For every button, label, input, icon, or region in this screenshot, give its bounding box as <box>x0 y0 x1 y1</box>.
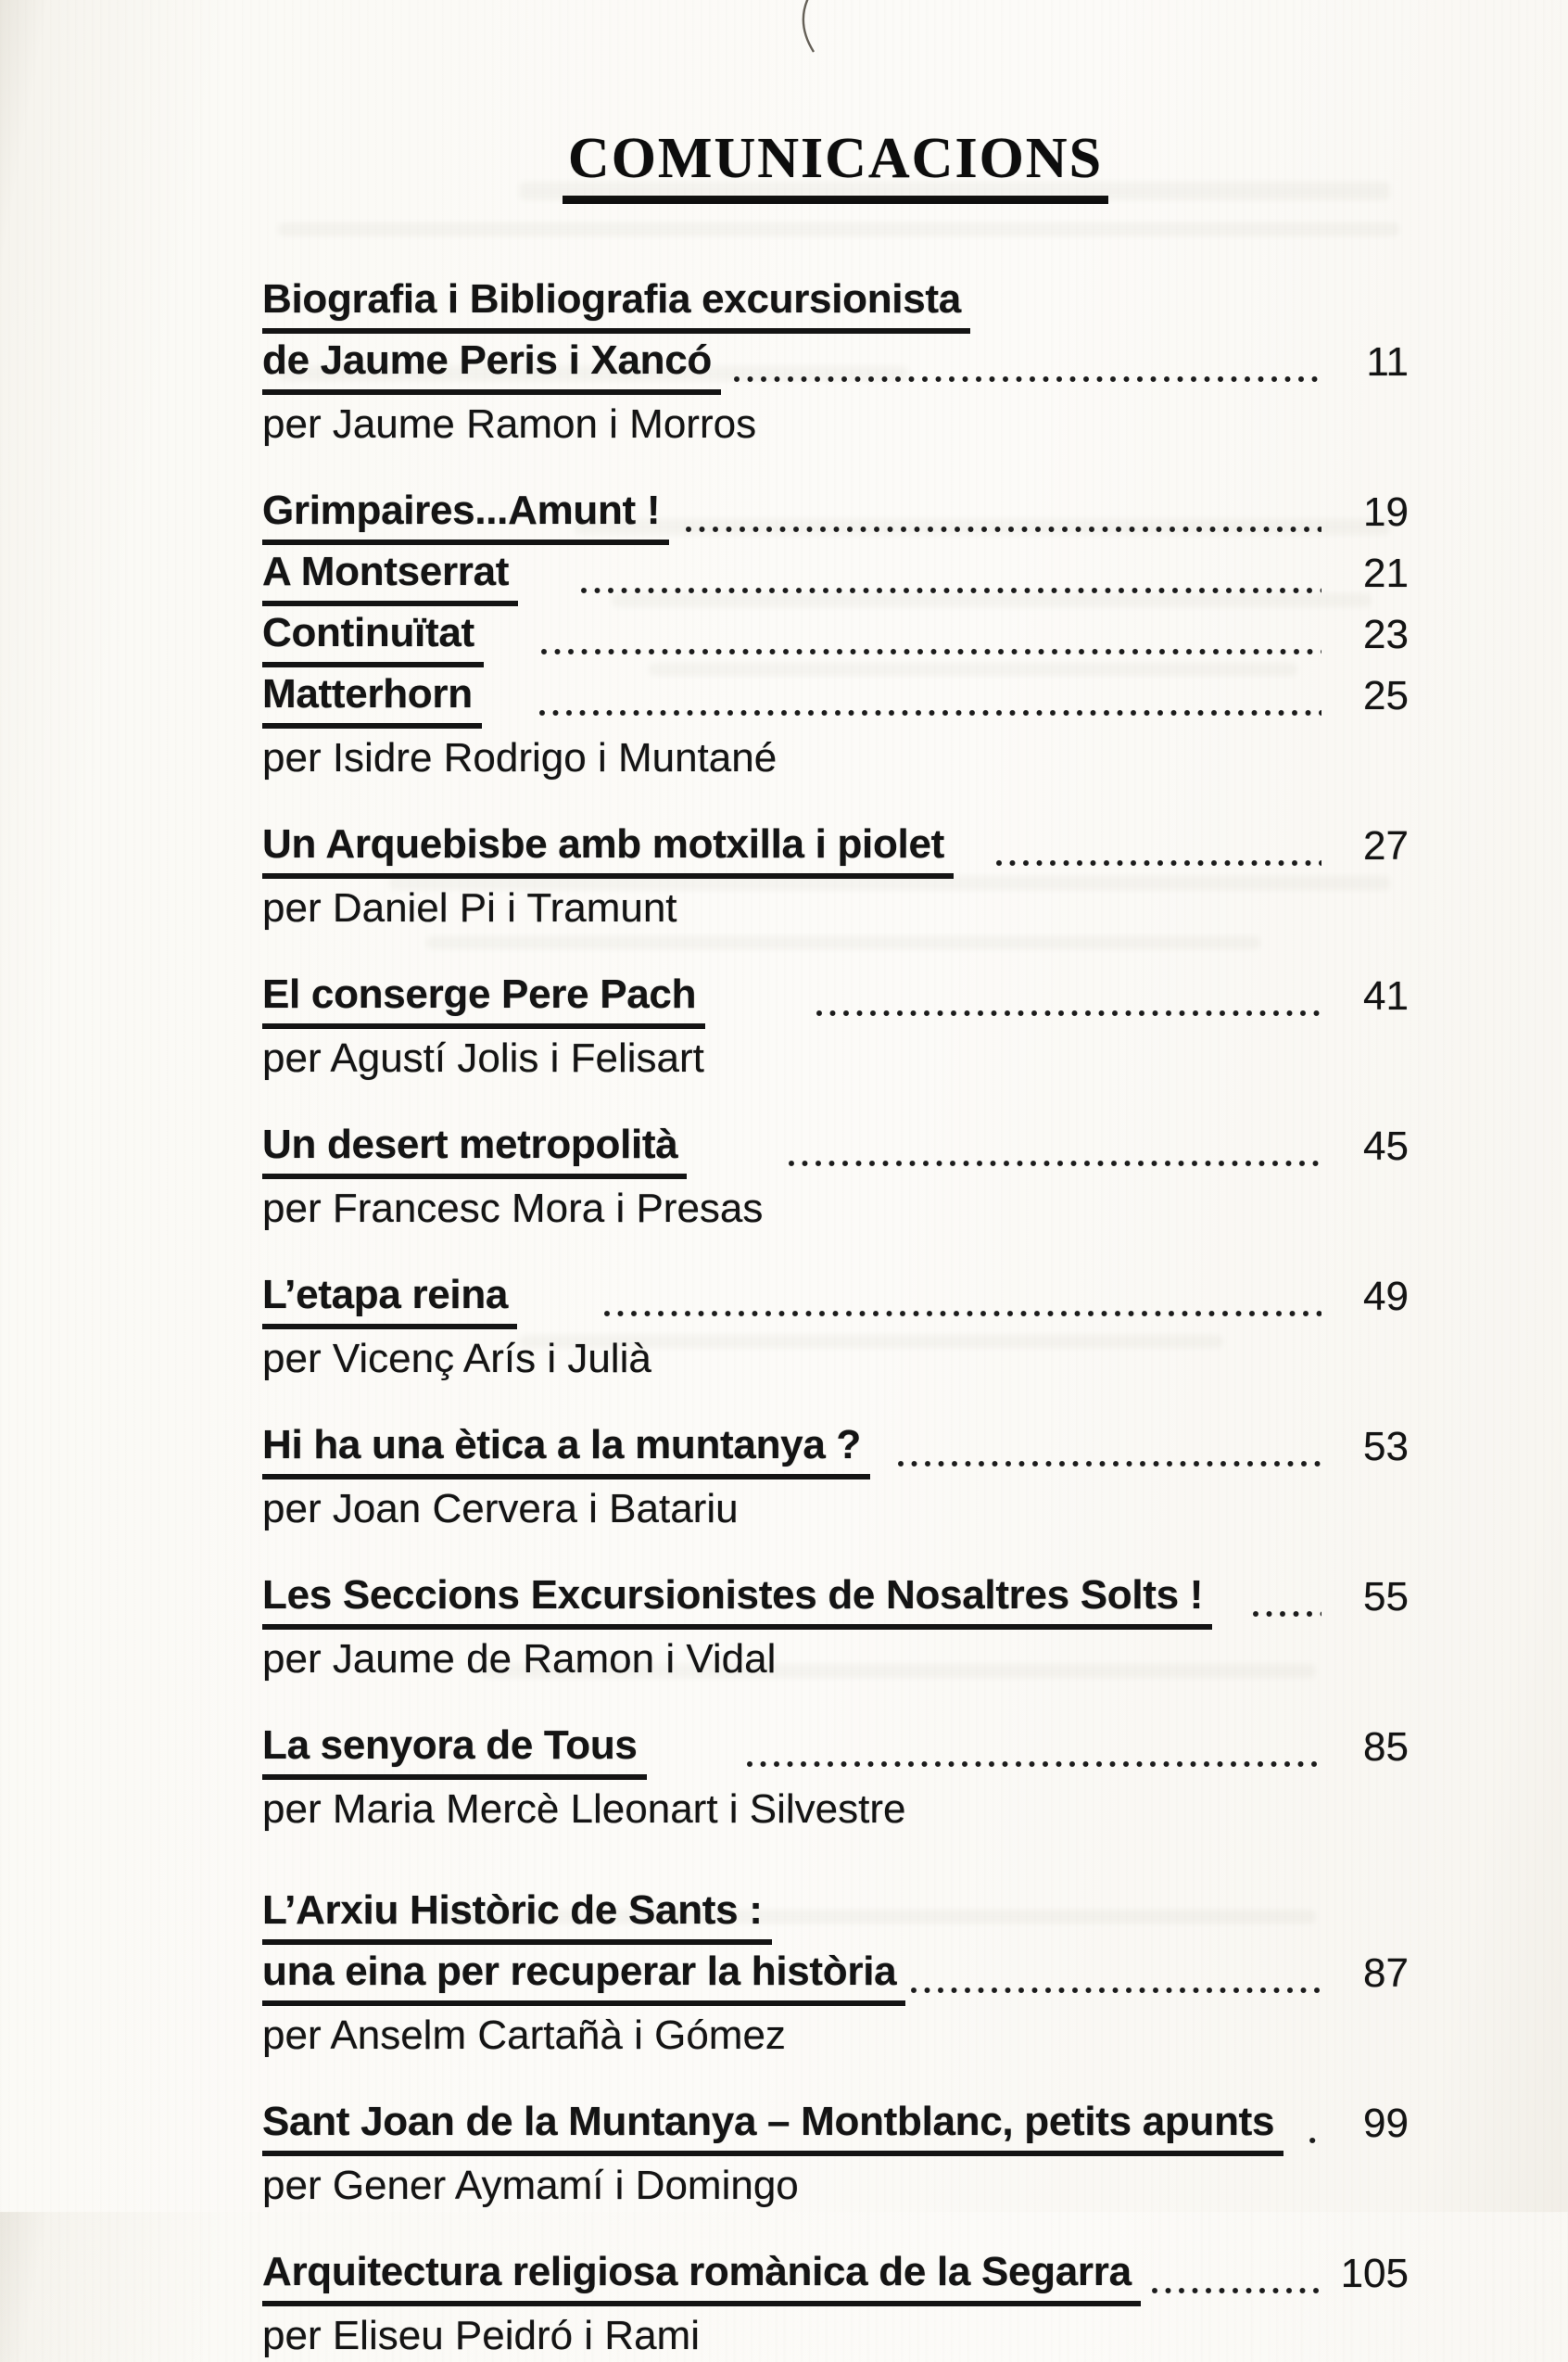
toc-entry <box>262 667 1409 784</box>
page-number: 45 <box>1363 1124 1409 1169</box>
dot-leader <box>539 645 1321 657</box>
toc-entry <box>262 818 1409 934</box>
bleedthrough-smudge <box>278 222 1399 236</box>
page-number: 55 <box>1363 1574 1409 1619</box>
page-number: 99 <box>1363 2101 1409 2146</box>
entry-author: per Jaume Ramon i Morros <box>262 401 757 447</box>
page-number: 85 <box>1363 1724 1409 1770</box>
page-number: 27 <box>1363 823 1409 869</box>
entry-title-line <box>262 818 1409 879</box>
entry-author: per Jaume de Ramon i Vidal <box>262 1636 777 1682</box>
table-of-contents <box>262 273 1409 2362</box>
page-number: 25 <box>1363 673 1409 718</box>
entry-title-line <box>262 273 1409 334</box>
entry-title: Matterhorn <box>262 667 482 729</box>
dot-leader <box>684 523 1321 535</box>
entry-title: Continuïtat <box>262 606 484 667</box>
entry-title-line <box>262 2245 1409 2306</box>
entry-title-line <box>262 1568 1409 1630</box>
dot-leader <box>909 1984 1321 1996</box>
toc-entry <box>262 1118 1409 1235</box>
toc-entry <box>262 545 1409 606</box>
toc-entry <box>262 1719 1409 1835</box>
entry-title-line <box>262 1118 1409 1179</box>
entry-title: L’etapa reina <box>262 1268 517 1329</box>
entry-title: L’Arxiu Històric de Sants : <box>262 1884 772 1945</box>
entry-author: per Vicenç Arís i Julià <box>262 1336 651 1381</box>
dot-leader <box>732 373 1321 385</box>
entry-title: La senyora de Tous <box>262 1719 647 1780</box>
entry-author: per Daniel Pi i Tramunt <box>262 885 677 931</box>
entry-title: Sant Joan de la Muntanya – Montblanc, petits apunts <box>262 2095 1283 2156</box>
page-number: 23 <box>1363 612 1409 657</box>
entry-title: de Jaume Peris i Xancó <box>262 334 721 395</box>
page-title: COMUNICACIONS <box>563 128 1108 204</box>
dot-leader <box>602 1307 1321 1319</box>
dot-leader <box>815 1007 1321 1019</box>
entry-title-line <box>262 968 1409 1029</box>
toc-entry <box>262 1268 1409 1385</box>
entry-author: per Anselm Cartañà i Gómez <box>262 2013 786 2058</box>
toc-entry <box>262 484 1409 545</box>
entry-author: per Maria Mercè Lleonart i Silvestre <box>262 1786 906 1832</box>
entry-title: Grimpaires...Amunt ! <box>262 484 669 545</box>
entry-author: per Gener Aymamí i Domingo <box>262 2163 799 2208</box>
toc-entry <box>262 273 1409 451</box>
page-header <box>262 128 1409 204</box>
dot-leader <box>579 584 1321 596</box>
entry-author: per Francesc Mora i Presas <box>262 1186 764 1231</box>
page-number: 19 <box>1363 489 1409 535</box>
page-number: 87 <box>1363 1950 1409 1996</box>
page-number: 49 <box>1363 1274 1409 1319</box>
entry-title-line <box>262 484 1409 545</box>
entry-author: per Agustí Jolis i Felisart <box>262 1035 704 1081</box>
entry-title-line <box>262 1719 1409 1780</box>
dot-leader <box>994 857 1321 869</box>
dot-leader <box>1308 2134 1321 2146</box>
dot-leader <box>745 1758 1321 1770</box>
entry-title: El conserge Pere Pach <box>262 968 705 1029</box>
entry-title: Un desert metropolità <box>262 1118 687 1179</box>
toc-entry <box>262 2245 1409 2362</box>
page-number: 53 <box>1363 1424 1409 1469</box>
entry-title-line <box>262 667 1409 729</box>
toc-entry <box>262 1418 1409 1535</box>
entry-title-line <box>262 1884 1409 1945</box>
entry-author: per Isidre Rodrigo i Muntané <box>262 735 778 781</box>
entry-title: Un Arquebisbe amb motxilla i piolet <box>262 818 954 879</box>
entry-author: per Joan Cervera i Batariu <box>262 1486 739 1531</box>
entry-title-line <box>262 606 1409 667</box>
entry-title-line <box>262 1945 1409 2006</box>
entry-title: Les Seccions Excursionistes de Nosaltres Solts ! <box>262 1568 1212 1630</box>
toc-entry <box>262 1568 1409 1685</box>
entry-title: Hi ha una ètica a la muntanya ? <box>262 1418 870 1479</box>
page-number: 105 <box>1340 2251 1409 2296</box>
toc-entry <box>262 2095 1409 2212</box>
toc-entry <box>262 606 1409 667</box>
dot-leader <box>787 1157 1321 1169</box>
page-number: 11 <box>1366 339 1409 385</box>
entry-title-line <box>262 334 1409 395</box>
page-number: 21 <box>1363 551 1409 596</box>
entry-title-line <box>262 1418 1409 1479</box>
page-number: 41 <box>1363 973 1409 1019</box>
scan-hair-artifact <box>783 0 839 63</box>
entry-title-line <box>262 545 1409 606</box>
dot-leader <box>537 706 1321 718</box>
toc-entry <box>262 1884 1409 2062</box>
entry-title-line <box>262 1268 1409 1329</box>
dot-leader <box>896 1457 1321 1469</box>
entry-title: Biografia i Bibliografia excursionista <box>262 273 970 334</box>
entry-title-line <box>262 2095 1409 2156</box>
dot-leader <box>1251 1607 1321 1619</box>
entry-title: Arquitectura religiosa romànica de la Segarra <box>262 2245 1141 2306</box>
toc-entry <box>262 968 1409 1085</box>
entry-author: per Eliseu Peidró i Rami <box>262 2313 700 2358</box>
entry-title: A Montserrat <box>262 545 518 606</box>
entry-title: una eina per recuperar la història <box>262 1945 905 2006</box>
dot-leader <box>1150 2284 1321 2296</box>
